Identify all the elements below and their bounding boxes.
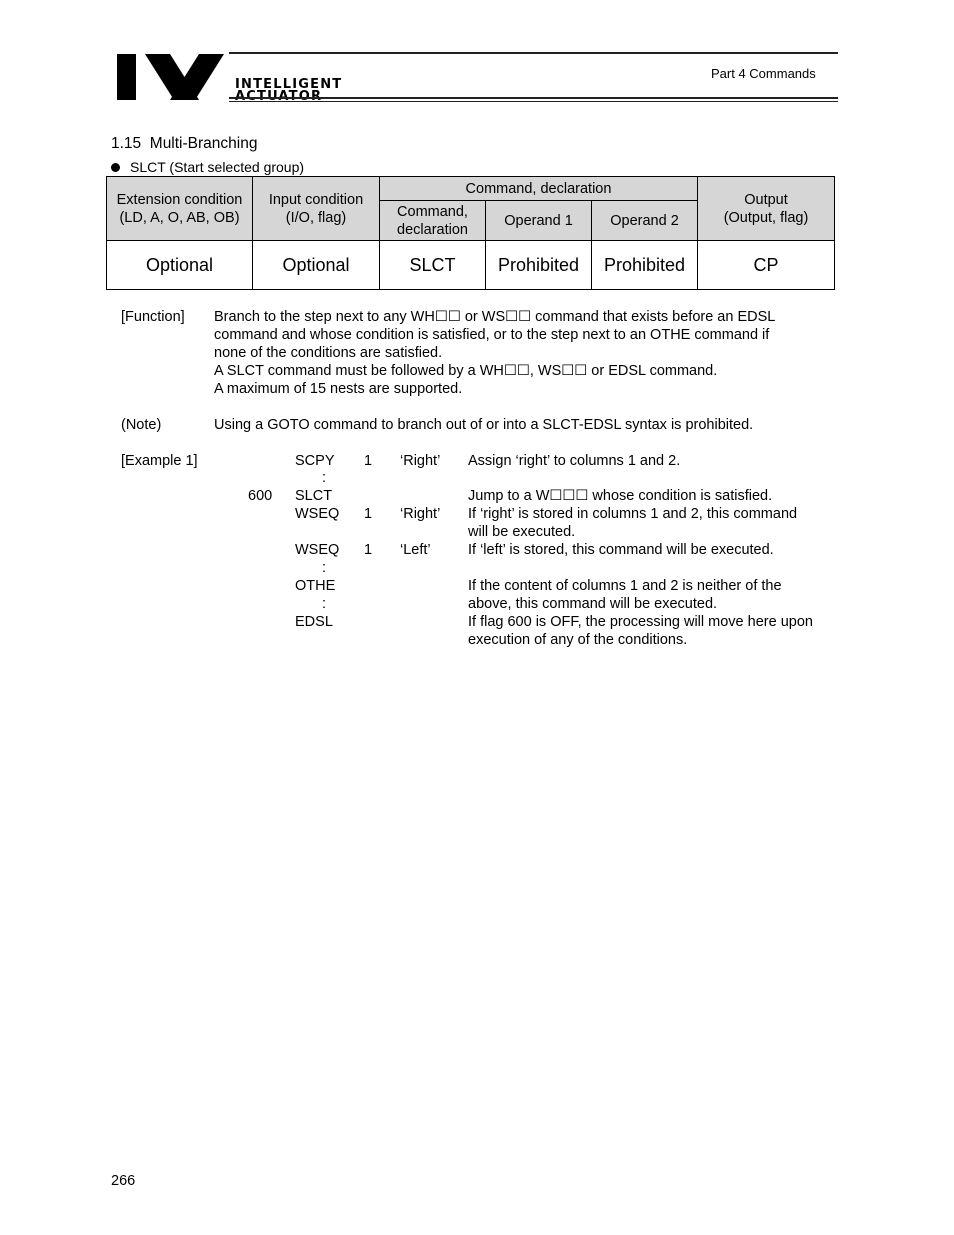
example-cmd: WSEQ [295, 542, 340, 558]
example-desc: If flag 600 is OFF, the processing will move here upon [468, 614, 813, 630]
example-ellipsis: : [322, 596, 327, 612]
bullet-text: SLCT (Start selected group) [130, 159, 305, 175]
example-op2: ‘Right’ [400, 453, 441, 469]
example-cmd: EDSL [295, 614, 333, 630]
header-rule-bottom [229, 97, 838, 99]
bullet-dot-icon [111, 163, 120, 172]
example-cmd: SLCT [295, 488, 333, 504]
function-line: command and whose condition is satisfied, or to the step next to an OTHE command if [214, 327, 770, 343]
example-desc: above, this command will be executed. [468, 596, 718, 612]
example-desc: If ‘left’ is stored, this command will be executed. [468, 542, 774, 558]
header-operand-1: Operand 1 [486, 201, 592, 241]
example-desc: If ‘right’ is stored in columns 1 and 2, this command [468, 506, 798, 522]
bullet-item [111, 159, 304, 175]
example-op1: 1 [364, 542, 373, 558]
brand-wordmark [235, 79, 342, 103]
note-text: Using a GOTO command to branch out of or into a SLCT-EDSL syntax is prohibited. [214, 417, 754, 433]
note-label: (Note) [121, 417, 162, 433]
example-ellipsis: : [322, 560, 327, 576]
part-label: Part 4 Commands [711, 66, 816, 81]
function-line: A SLCT command must be followed by a WH☐☐, WS☐☐ or EDSL command. [214, 363, 718, 379]
header-command-group: Command, declaration [380, 177, 698, 201]
spec-table [106, 176, 835, 290]
cell-input: Optional [253, 241, 380, 290]
example-op2: ‘Left’ [400, 542, 431, 558]
example-desc: Assign ‘right’ to columns 1 and 2. [468, 453, 681, 469]
header-operand-2: Operand 2 [592, 201, 698, 241]
example-op1: 1 [364, 506, 373, 522]
example-op2: ‘Right’ [400, 506, 441, 522]
cell-extension: Optional [107, 241, 253, 290]
page-number: 266 [111, 1173, 136, 1189]
brand-line-1: INTELLIGENT [235, 77, 343, 92]
example-ellipsis: : [322, 470, 327, 486]
header-rule-bottom-thin [229, 101, 838, 102]
example-desc: Jump to a W☐☐☐ whose condition is satisfied. [468, 488, 773, 504]
cell-output: CP [698, 241, 835, 290]
section-title: 1.15 Multi-Branching [111, 135, 258, 152]
header-input-condition: Input condition (I/O, flag) [253, 177, 380, 241]
header-output: Output (Output, flag) [698, 177, 835, 241]
cell-operand-2: Prohibited [592, 241, 698, 290]
example-desc: will be executed. [468, 524, 576, 540]
header-rule-top [229, 52, 838, 54]
example-cmd: SCPY [295, 453, 335, 469]
cell-command: SLCT [380, 241, 486, 290]
example-op1: 1 [364, 453, 373, 469]
function-line: none of the conditions are satisfied. [214, 345, 443, 361]
example-flag: 600 [248, 488, 273, 504]
ix-logo-icon [115, 52, 229, 102]
example-desc: If the content of columns 1 and 2 is neither of the [468, 578, 782, 594]
example-desc: execution of any of the conditions. [468, 632, 688, 648]
cell-operand-1: Prohibited [486, 241, 592, 290]
example-label: [Example 1] [121, 453, 198, 469]
example-cmd: WSEQ [295, 506, 340, 522]
example-cmd: OTHE [295, 578, 336, 594]
header-command: Command, declaration [380, 201, 486, 241]
function-line: A maximum of 15 nests are supported. [214, 381, 463, 397]
header-extension-condition: Extension condition (LD, A, O, AB, OB) [107, 177, 253, 241]
function-label: [Function] [121, 309, 185, 325]
function-line: Branch to the step next to any WH☐☐ or WS☐☐ command that exists before an EDSL [214, 309, 776, 325]
